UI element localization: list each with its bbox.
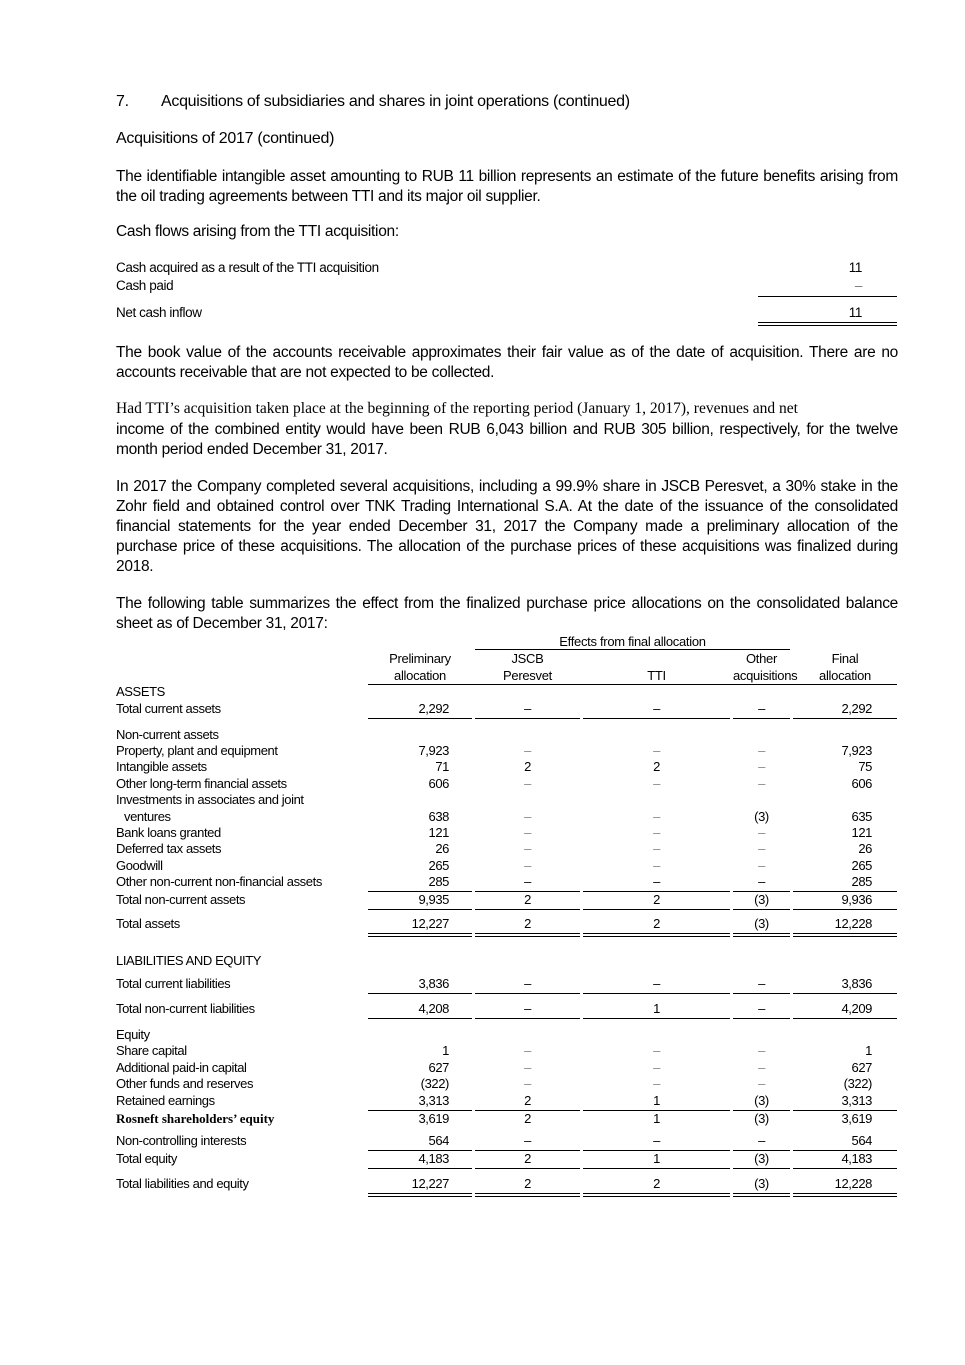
cell-value: – [653, 701, 660, 716]
row-label: ASSETS [116, 684, 165, 699]
paragraph-receivables: The book value of the accounts receivable approximates their fair value as of the date of acquisition. There are no accounts receivable that are not expected to be collected. [116, 344, 898, 381]
cell-value: – [653, 825, 660, 840]
row-divider [368, 993, 472, 994]
cell-value: (3) [754, 1111, 769, 1126]
row-label: Deferred tax assets [116, 841, 222, 856]
cell-value: 12,227 [411, 1176, 449, 1191]
row-label: Rosneft shareholders’ equity [116, 1111, 275, 1126]
row-divider [368, 909, 472, 910]
table-row [116, 1001, 897, 1017]
row-divider [793, 718, 897, 719]
cell-value: (3) [754, 1151, 769, 1166]
row-divider [733, 933, 790, 937]
column-header: Other [745, 651, 777, 666]
cell-value: 4,183 [841, 1151, 872, 1166]
row-label: Share capital [116, 1043, 187, 1058]
column-header: allocation [394, 668, 446, 683]
cell-value: (3) [754, 809, 769, 824]
cell-value: 606 [428, 776, 449, 791]
table-row [116, 1111, 897, 1127]
cashflow-title: Cash flows arising from the TTI acquisition: [116, 223, 399, 240]
cell-value: (3) [754, 1176, 769, 1191]
cell-value: – [653, 874, 660, 889]
cell-value: (3) [754, 1093, 769, 1108]
row-divider [368, 1018, 472, 1019]
cell-value: – [524, 1076, 531, 1091]
row-divider [793, 1193, 897, 1197]
row-divider [583, 1168, 730, 1169]
cell-value: 4,183 [418, 1151, 449, 1166]
table-row [116, 776, 897, 792]
cell-value: – [653, 743, 660, 758]
group-header: Effects from final allocation [559, 634, 706, 649]
cell-value: (3) [754, 916, 769, 931]
cell-value: – [524, 825, 531, 840]
table-row [116, 953, 897, 969]
row-label: Total current assets [116, 701, 221, 716]
table-row [116, 1176, 897, 1192]
cell-value: – [524, 1060, 531, 1075]
cashflow-value: 11 [848, 305, 862, 320]
cell-value: – [758, 776, 765, 791]
row-divider [583, 909, 730, 910]
row-divider [733, 993, 790, 994]
row-divider [583, 718, 730, 719]
row-divider [793, 909, 897, 910]
column-header: acquisitions [733, 668, 798, 683]
cell-value: 265 [428, 858, 449, 873]
cell-value: (322) [843, 1076, 872, 1091]
cell-value: 265 [851, 858, 872, 873]
cell-value: – [653, 776, 660, 791]
cashflow-label: Cash acquired as a result of the TTI acquisition [116, 260, 379, 275]
table-row [116, 809, 897, 825]
row-divider [475, 1168, 580, 1169]
table-row [116, 1151, 897, 1167]
table-row [116, 874, 897, 890]
column-header: allocation [819, 668, 871, 683]
row-divider [368, 1193, 472, 1197]
cell-value: 1 [442, 1043, 449, 1058]
row-divider [368, 933, 472, 937]
cell-value: – [524, 1043, 531, 1058]
row-label: Total current liabilities [116, 976, 231, 991]
cell-value: – [524, 701, 531, 716]
subheading: Acquisitions of 2017 (continued) [116, 130, 335, 147]
cell-value: 1 [865, 1043, 872, 1058]
cell-value: (322) [420, 1076, 449, 1091]
table-row [116, 792, 897, 808]
cell-value: 564 [428, 1133, 449, 1148]
cell-value: – [524, 874, 531, 889]
cell-value: 285 [851, 874, 872, 889]
row-label: Total assets [116, 916, 180, 931]
table-row [116, 743, 897, 759]
table-row [116, 1133, 897, 1149]
table-row [116, 858, 897, 874]
cell-value: 627 [428, 1060, 449, 1075]
cell-value: 2 [653, 1176, 660, 1191]
cell-value: – [758, 1060, 765, 1075]
row-label: Equity [116, 1027, 150, 1042]
cell-value: 627 [851, 1060, 872, 1075]
cell-value: – [758, 743, 765, 758]
cell-value: 3,836 [418, 976, 449, 991]
cell-value: 7,923 [418, 743, 449, 758]
row-divider [733, 718, 790, 719]
row-divider [475, 993, 580, 994]
cell-value: – [758, 874, 765, 889]
paragraph-intangible: The identifiable intangible asset amounting to RUB 11 billion represents an estimate of the future benefits arising from the oil trading agreements between TTI and its major oil supplier. [116, 168, 898, 205]
cell-value: – [653, 1043, 660, 1058]
cell-value: 2 [653, 892, 660, 907]
table-row [116, 841, 897, 857]
cell-value: – [653, 841, 660, 856]
cell-value: 1 [653, 1111, 660, 1126]
cell-value: – [758, 701, 765, 716]
table-row [116, 727, 897, 743]
row-divider [793, 1018, 897, 1019]
section-title: Acquisitions of subsidiaries and shares in joint operations (continued) [161, 93, 630, 110]
row-label: Other long-term financial assets [116, 776, 287, 791]
cell-value: 12,227 [411, 916, 449, 931]
row-label: Bank loans granted [116, 825, 221, 840]
table-row [116, 1027, 897, 1043]
row-label: Additional paid-in capital [116, 1060, 247, 1075]
row-divider [733, 1018, 790, 1019]
column-header: Final [831, 651, 859, 666]
cell-value: 4,209 [841, 1001, 872, 1016]
cell-value: – [758, 759, 765, 774]
cell-value: – [758, 1001, 765, 1016]
cell-value: 2,292 [841, 701, 872, 716]
cell-value: – [758, 1076, 765, 1091]
row-divider [475, 909, 580, 910]
paragraph-proforma-serif: Had TTI’s acquisition taken place at the beginning of the reporting period (January 1, 2017), revenues and net [116, 400, 798, 417]
table-row [116, 976, 897, 992]
row-divider [733, 1168, 790, 1169]
row-divider [793, 993, 897, 994]
cell-value: – [653, 976, 660, 991]
table-row [116, 1076, 897, 1092]
row-label: Non-current assets [116, 727, 219, 742]
row-divider [475, 1193, 580, 1197]
cell-value: 12,228 [834, 916, 872, 931]
column-header: Peresvet [503, 668, 552, 683]
cell-value: – [758, 825, 765, 840]
cell-value: 4,208 [418, 1001, 449, 1016]
cell-value: – [653, 858, 660, 873]
table-row [116, 1093, 897, 1109]
cell-value: 2 [524, 759, 531, 774]
column-header: Preliminary [389, 651, 451, 666]
cell-value: (3) [754, 892, 769, 907]
row-label: ventures [124, 809, 171, 824]
cell-value: 12,228 [834, 1176, 872, 1191]
divider [758, 296, 897, 297]
cell-value: – [758, 858, 765, 873]
row-divider [733, 909, 790, 910]
cell-value: – [758, 841, 765, 856]
cell-value: – [653, 1133, 660, 1148]
row-divider [475, 718, 580, 719]
row-label: Other funds and reserves [116, 1076, 254, 1091]
cell-value: 7,923 [841, 743, 872, 758]
cell-value: 1 [653, 1093, 660, 1108]
row-label: Intangible assets [116, 759, 207, 774]
cell-value: – [524, 743, 531, 758]
row-label: Total liabilities and equity [116, 1176, 249, 1191]
cell-value: – [524, 976, 531, 991]
cell-value: 285 [428, 874, 449, 889]
cell-value: – [758, 1043, 765, 1058]
table-row [116, 1043, 897, 1059]
table-row [116, 916, 897, 932]
table-row [116, 825, 897, 841]
table-row [116, 1060, 897, 1076]
paragraph-table-intro: The following table summarizes the effect from the finalized purchase price allocations on the consolidated balance sheet as of December 31, 2017: [116, 595, 898, 632]
cell-value: – [524, 809, 531, 824]
cell-value: – [524, 776, 531, 791]
cell-value: – [524, 1133, 531, 1148]
row-divider [793, 1168, 897, 1169]
cell-value: 3,313 [418, 1093, 449, 1108]
row-divider [793, 933, 897, 937]
paragraph-acquisitions: In 2017 the Company completed several acquisitions, including a 99.9% share in JSCB Peresvet, a 30% stake in the Zohr field and obtained control over TNK Trading International S.A. At the date of the issuance of the consolidated financial statements for the year ended December 31, 2017 the Company made a preliminary allocation of the purchase price of these acquisitions. The allocation of the purchase prices of these acquisitions was finalized during 2018. [116, 478, 898, 575]
cell-value: – [653, 1060, 660, 1075]
row-label: Total equity [116, 1151, 177, 1166]
cell-value: 26 [858, 841, 872, 856]
table-row [116, 701, 897, 717]
cell-value: 564 [851, 1133, 872, 1148]
cell-value: – [524, 858, 531, 873]
row-label: Total non-current assets [116, 892, 246, 907]
cell-value: 638 [428, 809, 449, 824]
table-row [116, 684, 897, 700]
cashflow-value: – [854, 278, 862, 293]
row-divider [475, 1018, 580, 1019]
table-row [116, 892, 897, 908]
row-label: Other non-current non-financial assets [116, 874, 322, 889]
row-label: Total non-current liabilities [116, 1001, 255, 1016]
cell-value: 2 [524, 892, 531, 907]
table-row [116, 759, 897, 775]
cell-value: 2 [653, 759, 660, 774]
row-divider [733, 1193, 790, 1197]
cashflow-label: Cash paid [116, 278, 174, 293]
cell-value: 2 [524, 1151, 531, 1166]
cell-value: 75 [858, 759, 872, 774]
row-label: Investments in associates and joint [116, 792, 304, 807]
cell-value: 2 [653, 916, 660, 931]
double-divider [758, 322, 897, 326]
cell-value: – [524, 1001, 531, 1016]
cell-value: 121 [428, 825, 449, 840]
cell-value: 1 [653, 1151, 660, 1166]
row-label: Goodwill [116, 858, 163, 873]
row-divider [583, 1193, 730, 1197]
section-number: 7. [116, 93, 129, 110]
cell-value: – [758, 976, 765, 991]
row-divider [583, 933, 730, 937]
cell-value: 3,836 [841, 976, 872, 991]
cell-value: 3,619 [418, 1111, 449, 1126]
cell-value: 9,935 [418, 892, 449, 907]
row-divider [368, 718, 472, 719]
cell-value: – [653, 1076, 660, 1091]
column-header: JSCB [511, 651, 544, 666]
row-divider [583, 993, 730, 994]
cell-value: 2 [524, 916, 531, 931]
cell-value: 71 [435, 759, 449, 774]
cell-value: – [653, 809, 660, 824]
cell-value: – [524, 841, 531, 856]
cashflow-value: 11 [848, 260, 862, 275]
cell-value: 9,936 [841, 892, 872, 907]
cell-value: 3,313 [841, 1093, 872, 1108]
column-header: TTI [647, 668, 666, 683]
cashflow-label: Net cash inflow [116, 305, 202, 320]
cell-value: 2 [524, 1111, 531, 1126]
cell-value: 2,292 [418, 701, 449, 716]
row-divider [368, 1168, 472, 1169]
cell-value: 1 [653, 1001, 660, 1016]
cell-value: 2 [524, 1176, 531, 1191]
cell-value: 121 [851, 825, 872, 840]
row-label: Property, plant and equipment [116, 743, 278, 758]
cell-value: 3,619 [841, 1111, 872, 1126]
cell-value: 635 [851, 809, 872, 824]
paragraph-proforma: income of the combined entity would have been RUB 6,043 billion and RUB 305 billion, respectively, for the twelve month period ended December 31, 2017. [116, 421, 898, 458]
cell-value: – [758, 1133, 765, 1148]
row-divider [583, 1018, 730, 1019]
row-divider [475, 933, 580, 937]
cell-value: 26 [435, 841, 449, 856]
row-label: Non-controlling interests [116, 1133, 247, 1148]
cell-value: 2 [524, 1093, 531, 1108]
row-label: Retained earnings [116, 1093, 215, 1108]
cell-value: 606 [851, 776, 872, 791]
row-label: LIABILITIES AND EQUITY [116, 953, 262, 968]
